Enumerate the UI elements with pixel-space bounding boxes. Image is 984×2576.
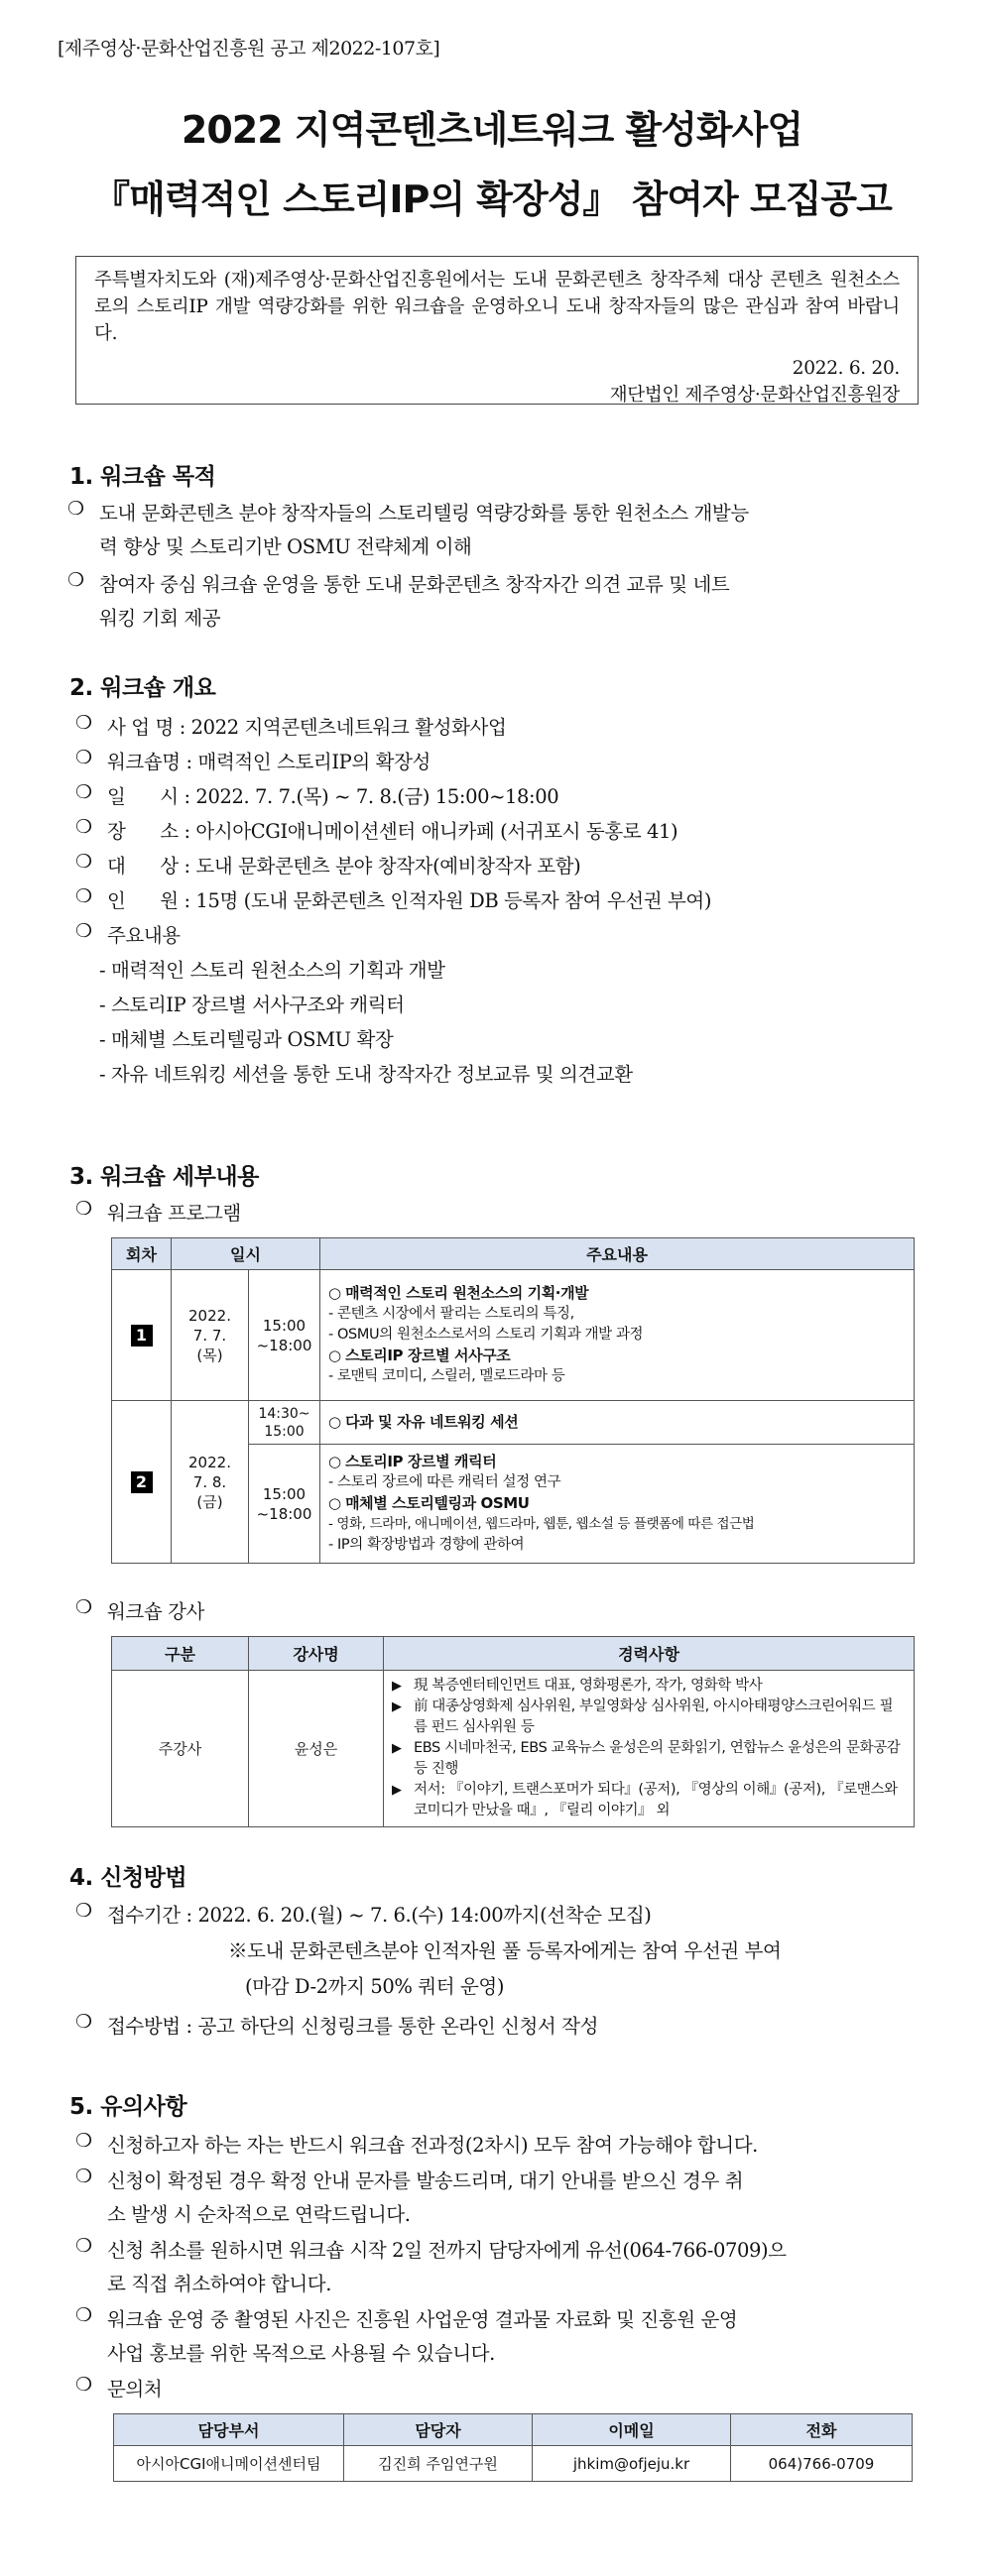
day2-time-b: 15:00 ~18:00: [249, 1445, 320, 1564]
s5-b2-line2: 소 발생 시 순차적으로 연락드립니다.: [107, 2203, 411, 2226]
program-header-content: 주요내용: [320, 1238, 915, 1270]
intro-box: [75, 256, 919, 405]
day1-detail-3: - 로맨틱 코미디, 스릴러, 멜로드라마 등: [328, 1366, 906, 1387]
s2-item-2: ❍ 워크숍명 : 매력적인 스토리IP의 확장성: [107, 747, 430, 774]
s1-bullet-2: [99, 569, 922, 631]
day1-date: 2022. 7. 7. (목): [172, 1270, 249, 1401]
career-item-4: ▶ 저서: 『이야기, 트랜스포머가 되다』(공저), 『영상의 이해』(공저), 『로맨스와 코미디가 만났을 때』, 『릴리 이야기』 외: [392, 1780, 906, 1821]
s1-b1-line2: 력 향상 및 스토리기반 OSMU 전략체계 이해: [99, 535, 472, 558]
s2-item-3: ❍ 일 시 : 2022. 7. 7.(목) ~ 7. 8.(금) 15:00~18:00: [107, 781, 558, 809]
s4-item-1: ❍ 접수기간 : 2022. 6. 20.(월) ~ 7. 6.(수) 14:00까지(선착순 모집): [107, 1900, 651, 1928]
s5-b2-line1: ❍ 신청이 확정된 경우 확정 안내 문자를 발송드리며, 대기 안내를 받으신 경우 취: [107, 2169, 744, 2192]
s5-item-3: [107, 2235, 921, 2296]
s1-bullet-1: [99, 498, 922, 559]
s2-item-7: ❍ 주요내용: [107, 920, 181, 948]
inst-name: 윤성은: [249, 1671, 384, 1827]
s1-b2-line2: 워킹 기회 제공: [99, 607, 221, 630]
intro-org: 재단법인 제주영상·문화산업진흥원장: [609, 385, 900, 406]
contact-header-dept: 담당부서: [114, 2414, 344, 2446]
page-title-line2: 『매력적인 스토리IP의 확장성』 참여자 모집공고: [92, 177, 892, 221]
section-1-title: 1. 워크숍 목적: [69, 464, 216, 490]
s2-sub-2: - 스토리IP 장르별 서사구조와 캐릭터: [99, 994, 405, 1016]
contact-phone[interactable]: 064)766-0709: [731, 2446, 913, 2482]
intro-body: 주특별자치도와 (재)제주영상·문화산업진흥원에서는 도내 문화콘텐츠 창작주체 대상 콘텐츠 원천소스로의 스토리IP 개발 역량강화를 위한 워크숍을 운영하오니 도내 창작자들의 많은 관심과 참여 바랍니다.: [94, 270, 900, 344]
contact-header-person: 담당자: [344, 2414, 533, 2446]
program-label: ❍ 워크숍 프로그램: [107, 1198, 241, 1226]
day2-content: [320, 1445, 915, 1564]
program-header-datetime: 일시: [172, 1238, 320, 1270]
day2-topic-2: ○ 매체별 스토리텔링과 OSMU: [328, 1493, 906, 1514]
contact-header-email: 이메일: [533, 2414, 731, 2446]
instructor-label: ❍ 워크숍 강사: [107, 1596, 204, 1624]
day2-network-topic: ○ 다과 및 자유 네트워킹 세션: [328, 1412, 906, 1433]
day2-time-a: 14:30~ 15:00: [249, 1401, 320, 1445]
s2-item-1: ❍ 사 업 명 : 2022 지역콘텐츠네트워크 활성화사업: [107, 712, 506, 740]
s1-b2-line1: ❍ 참여자 중심 워크숍 운영을 통한 도내 문화콘텐츠 창작자간 의견 교류 및 네트: [99, 573, 730, 596]
inst-career: [384, 1671, 915, 1827]
s5-item-1: ❍ 신청하고자 하는 자는 반드시 워크숍 전과정(2차시) 모두 참여 가능해야 합니다.: [107, 2130, 758, 2158]
instructor-row: [112, 1671, 915, 1827]
instructor-table: [111, 1636, 915, 1827]
s5-b3-line2: 로 직접 취소하여야 합니다.: [107, 2273, 332, 2295]
day1-detail-1: - 콘텐츠 시장에서 팔리는 스토리의 특징,: [328, 1304, 906, 1325]
day2-topic-1: ○ 스토리IP 장르별 캐릭터: [328, 1452, 906, 1472]
s5-b3-line1: ❍ 신청 취소를 원하시면 워크숍 시작 2일 전까지 담당자에게 유선(064-766-0709)으: [107, 2239, 787, 2262]
notice-number: [제주영상·문화산업진흥원 공고 제2022-107호]: [58, 38, 440, 59]
day1-detail-2: - OSMU의 원천소스로서의 스토리 기획과 개발 과정: [328, 1325, 906, 1346]
program-table: [111, 1237, 915, 1564]
s4-note-2: (마감 D-2까지 50% 쿼터 운영): [245, 1975, 505, 1998]
inst-header-type: 구분: [112, 1637, 249, 1671]
contact-header-phone: 전화: [731, 2414, 913, 2446]
round-number-1: 1: [131, 1325, 153, 1347]
s5-b4-line1: ❍ 워크숍 운영 중 촬영된 사진은 진흥원 사업운영 결과물 자료화 및 진흥원 운영: [107, 2308, 738, 2331]
career-item-3: ▶ EBS 시네마천국, EBS 교육뉴스 윤성은의 문화읽기, 연합뉴스 윤성은의 문화공감 등 진행: [392, 1738, 906, 1780]
day2-network: [320, 1401, 915, 1445]
day1-time: 15:00 ~18:00: [249, 1270, 320, 1401]
s2-item-6: ❍ 인 원 : 15명 (도내 문화콘텐츠 인적자원 DB 등록자 참여 우선권 부여): [107, 885, 711, 913]
day1-topic-2: ○ 스토리IP 장르별 서사구조: [328, 1346, 906, 1366]
contact-email[interactable]: jhkim@ofjeju.kr: [533, 2446, 731, 2482]
contact-table: [113, 2413, 913, 2482]
s5-item-5: ❍ 문의처: [107, 2374, 162, 2401]
s5-item-4: [107, 2304, 921, 2366]
program-header-round: 회차: [112, 1238, 172, 1270]
career-item-2: ▶ 前 대종상영화제 심사위원, 부일영화상 심사위원, 아시아태평양스크린어워드 필름 펀드 심사위원 등: [392, 1697, 906, 1738]
day1-topic-1: ○ 매력적인 스토리 원천소스의 기획·개발: [328, 1283, 906, 1304]
day2-detail-2: - 영화, 드라마, 애니메이션, 웹드라마, 웹툰, 웹소설 등 플랫폼에 따른 접근법: [328, 1514, 906, 1535]
inst-header-name: 강사명: [249, 1637, 384, 1671]
s2-sub-3: - 매체별 스토리텔링과 OSMU 확장: [99, 1028, 394, 1051]
career-item-1: ▶ 現 복증엔터테인먼트 대표, 영화평론가, 작가, 영화학 박사: [392, 1676, 906, 1697]
round-number-2: 2: [131, 1471, 153, 1493]
s4-item-2: ❍ 접수방법 : 공고 하단의 신청링크를 통한 온라인 신청서 작성: [107, 2011, 598, 2039]
section-4-title: 4. 신청방법: [69, 1865, 187, 1891]
s2-item-5: ❍ 대 상 : 도내 문화콘텐츠 분야 창작자(예비창작자 포함): [107, 851, 580, 878]
program-row-1: [112, 1270, 915, 1401]
section-3-title: 3. 워크숍 세부내용: [69, 1164, 259, 1190]
s5-b4-line2: 사업 홍보를 위한 목적으로 사용될 수 있습니다.: [107, 2342, 495, 2365]
contact-row: [114, 2446, 913, 2482]
intro-date: 2022. 6. 20.: [792, 358, 900, 379]
s5-item-2: [107, 2166, 921, 2227]
inst-header-career: 경력사항: [384, 1637, 915, 1671]
program-row-2a: [112, 1401, 915, 1445]
section-2-title: 2. 워크숍 개요: [69, 675, 216, 701]
s2-sub-1: - 매력적인 스토리 원천소스의 기획과 개발: [99, 959, 445, 982]
section-5-title: 5. 유의사항: [69, 2094, 187, 2120]
contact-person: 김진희 주임연구원: [344, 2446, 533, 2482]
s4-note-1: ※도내 문화콘텐츠분야 인적자원 풀 등록자에게는 참여 우선권 부여: [228, 1939, 782, 1962]
s2-sub-4: - 자유 네트워킹 세션을 통한 도내 창작자간 정보교류 및 의견교환: [99, 1063, 633, 1086]
contact-dept: 아시아CGI애니메이션센터팀: [114, 2446, 344, 2482]
day2-detail-3: - IP의 확장방법과 경향에 관하여: [328, 1535, 906, 1556]
day1-content: [320, 1270, 915, 1401]
day2-detail-1: - 스토리 장르에 따른 캐릭터 설정 연구: [328, 1472, 906, 1493]
page-title-line1: 2022 지역콘텐츠네트워크 활성화사업: [181, 108, 803, 152]
day2-date: 2022. 7. 8. (금): [172, 1401, 249, 1564]
s2-item-4: ❍ 장 소 : 아시아CGI애니메이션센터 애니카페 (서귀포시 동홍로 41): [107, 816, 677, 844]
s1-b1-line1: ❍ 도내 문화콘텐츠 분야 창작자들의 스토리텔링 역량강화를 통한 원천소스 개발능: [99, 502, 749, 525]
inst-role: 주강사: [112, 1671, 249, 1827]
